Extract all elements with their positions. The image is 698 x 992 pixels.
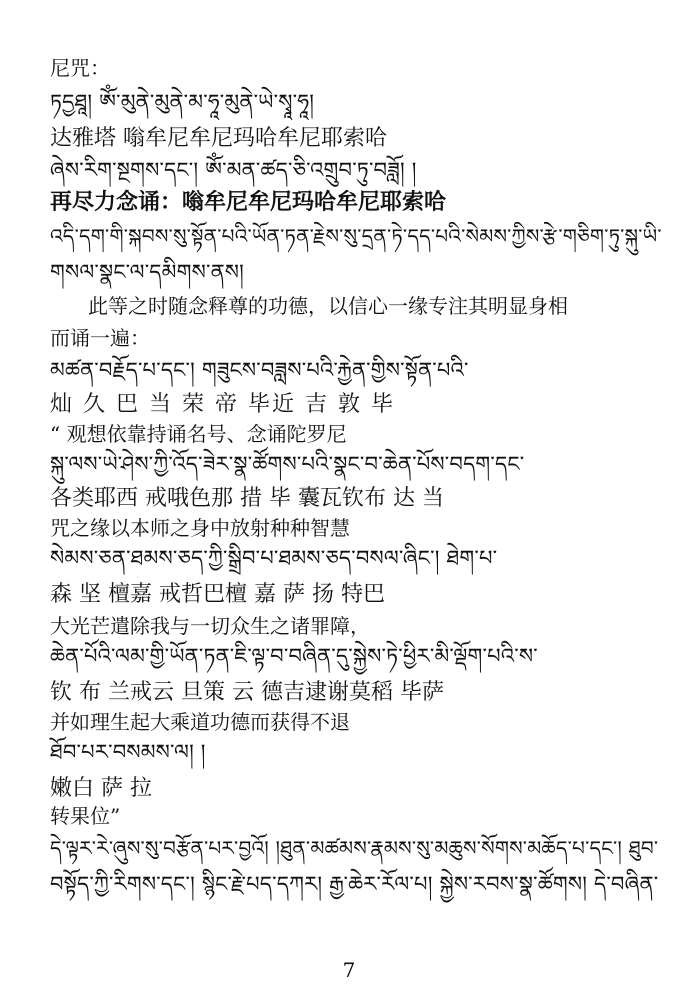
page-number: 7 (342, 958, 356, 982)
phonetic-line: 各类耶西 戒哦色那 措 毕 囊瓦钦布 达 当 (50, 486, 444, 511)
phonetic-line: 森 坚 檀嘉 戒哲巴檀 嘉 萨 扬 特巴 (50, 582, 385, 607)
translation-line: 转果位” (50, 804, 121, 828)
translation-line: 大光芒遣除我与一切众生之诸罪障， (50, 614, 370, 638)
tibetan-verse-line: སྐུ་ལས་ཡེ་ཤེས་ཀྱི་འོད་ཟེར་སྣ་ཚོགས་པའི་སྣང་བ་ཆེན་པོས་བདག་དང་ (50, 452, 525, 476)
phonetic-line: 灿 久 巴 当 荣 帝 毕近 吉 敦 毕 (50, 392, 395, 417)
tibetan-verse-line: སེམས་ཅན་ཐམས་ཅད་ཀྱི་སྒྲིབ་པ་ཐམས་ཅད་བསལ་ཞིང་། ཐེག་པ་ (50, 546, 498, 570)
translation-line: 咒之缘以本师之身中放射种种智慧 (50, 516, 350, 540)
recite-instruction: 再尽力念诵：嗡牟尼牟尼玛哈牟尼耶索哈 (50, 190, 447, 215)
tibetan-paragraph-line: གསལ་སྣང་ལ་དམིགས་ནས། (50, 260, 245, 284)
section-label-mantra: 尼咒： (50, 56, 110, 80)
tibetan-instruction: ཞེས་རིག་སྔགས་དང་། ཨོཾ་མན་ཚད་ཅི་འགྲུབ་ཏུ་བཟློ། ། (50, 158, 417, 182)
tibetan-verse-line: ཆེན་པོའི་ལམ་གྱི་ཡོན་ཏན་ཇི་ལྟ་བ་བཞིན་དུ་སྐྱེས་ཏེ་ཕྱིར་མི་ལྡོག་པའི་ས་ (50, 644, 538, 668)
chinese-paragraph-line: 此等之时随念释尊的功德，以信心一缘专注其明显身相 (88, 294, 568, 318)
chinese-mantra-transliteration: 达雅塔 嗡牟尼牟尼玛哈牟尼耶索哈 (50, 126, 387, 151)
translation-line: “ 观想依靠持诵名号、念诵陀罗尼 (50, 422, 347, 446)
translation-line: 并如理生起大乘道功德而获得不退 (50, 710, 350, 734)
chinese-paragraph-line: 而诵一遍： (50, 326, 150, 350)
phonetic-line: 嫩白 萨 拉 (50, 776, 152, 801)
tibetan-verse-line: མཚན་བརྗོད་པ་དང་། གཟུངས་བཟླས་པའི་རྐྱེན་གྱིས་སྟོན་པའི་ (50, 358, 469, 382)
tibetan-paragraph-line: བསྟོད་ཀྱི་རིགས་དང་། སྙིང་རྗེ་པད་དཀར། རྒྱ་ཆེར་རོལ་པ། སྐྱེས་རབས་སྣ་ཚོགས། དེ་བཞིན་ (50, 872, 659, 896)
phonetic-line: 钦 布 兰戒云 旦策 云 德吉逮谢莫稻 毕萨 (50, 680, 444, 705)
tibetan-verse-line: ཐོབ་པར་བསམས་ལ། ། (50, 740, 206, 764)
tibetan-paragraph-line: འདི་དག་གི་སྐབས་སུ་སྟོན་པའི་ཡོན་ཏན་རྗེས་སུ་དྲན་ཏེ་དད་པའི་སེམས་ཀྱིས་རྩེ་གཅིག་ཏུ་སྐུ་ཡི་ (50, 224, 662, 248)
tibetan-paragraph-line: དེ་ལྟར་རེ་ཞུས་སུ་བརྩོན་པར་བྱའོ། །ཐུན་མཚམས་རྣམས་སུ་མཆུས་སོགས་མཆོད་པ་དང་། ཐུབ་ (50, 836, 659, 860)
tibetan-mantra: ཏདྱཐཱ། ཨོཾ་མུནེ་མུནེ་མ་ཧཱ་མུནེ་ཡེ་སྭཱ་ཧཱ། (50, 90, 315, 114)
